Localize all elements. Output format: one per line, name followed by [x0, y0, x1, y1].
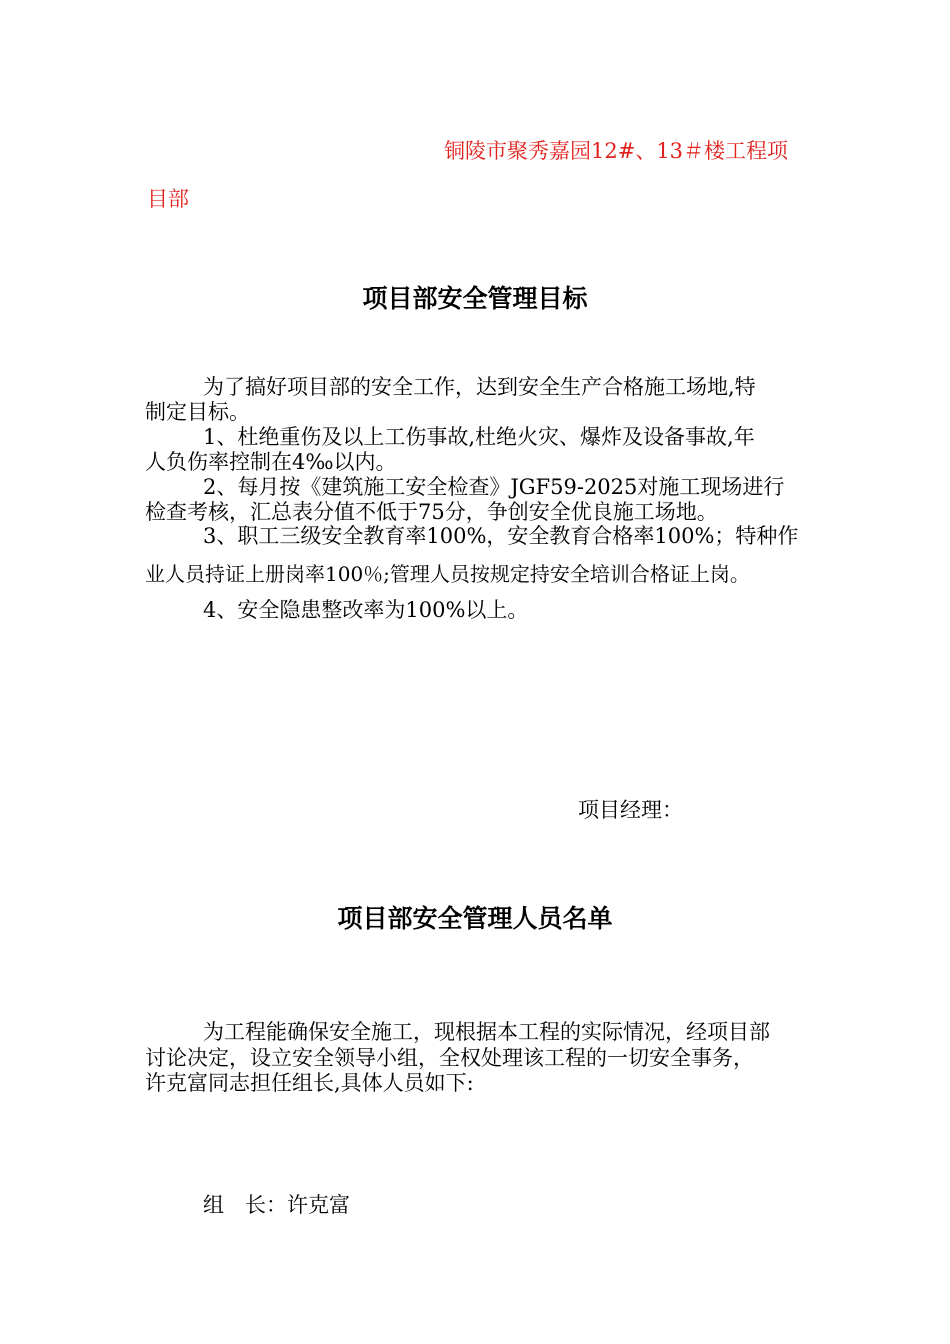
section2-intro-line-3: 许克富同志担任组长,具体人员如下: — [145, 1071, 474, 1095]
section1-intro-line-1: 为了搞好项目部的安全工作，达到安全生产合格施工场地,特 — [203, 375, 756, 399]
goal-item-2-line-2: 检查考核，汇总表分值不低于75分，争创安全优良施工场地。 — [145, 500, 718, 524]
section1-title: 项目部安全管理目标 — [362, 284, 588, 313]
section2-title: 项目部安全管理人员名单 — [337, 904, 613, 933]
section2-intro-line-1: 为工程能确保安全施工，现根据本工程的实际情况，经项目部 — [203, 1020, 770, 1044]
section2-intro-line-2: 讨论决定，设立安全领导小组，全权处理该工程的一切安全事务， — [145, 1046, 754, 1070]
manager-signature-label: 项目经理： — [578, 798, 683, 822]
goal-item-1-line-2: 人负伤率控制在4‰以内。 — [145, 450, 397, 474]
project-name-line-1: 铜陵市聚秀嘉园12#、13＃楼工程项 — [444, 139, 789, 163]
goal-item-4: 4、安全隐患整改率为100%以上。 — [203, 598, 529, 622]
goal-item-1-line-1: 1、杜绝重伤及以上工伤事故,杜绝火灾、爆炸及设备事故,年 — [203, 425, 755, 449]
goal-item-2-line-1: 2、每月按《建筑施工安全检查》JGF59-2025对施工现场进行 — [203, 475, 785, 499]
goal-item-3-line-2: 业人员持证上册岗率100％;管理人员按规定持安全培训合格证上岗。 — [145, 562, 750, 586]
section1-intro-line-2: 制定目标。 — [145, 400, 250, 424]
goal-item-3-line-1: 3、职工三级安全教育率100%，安全教育合格率100%；特种作 — [203, 524, 799, 548]
project-name-line-2: 目部 — [147, 187, 189, 211]
group-leader-entry: 组 长：许克富 — [203, 1193, 350, 1217]
